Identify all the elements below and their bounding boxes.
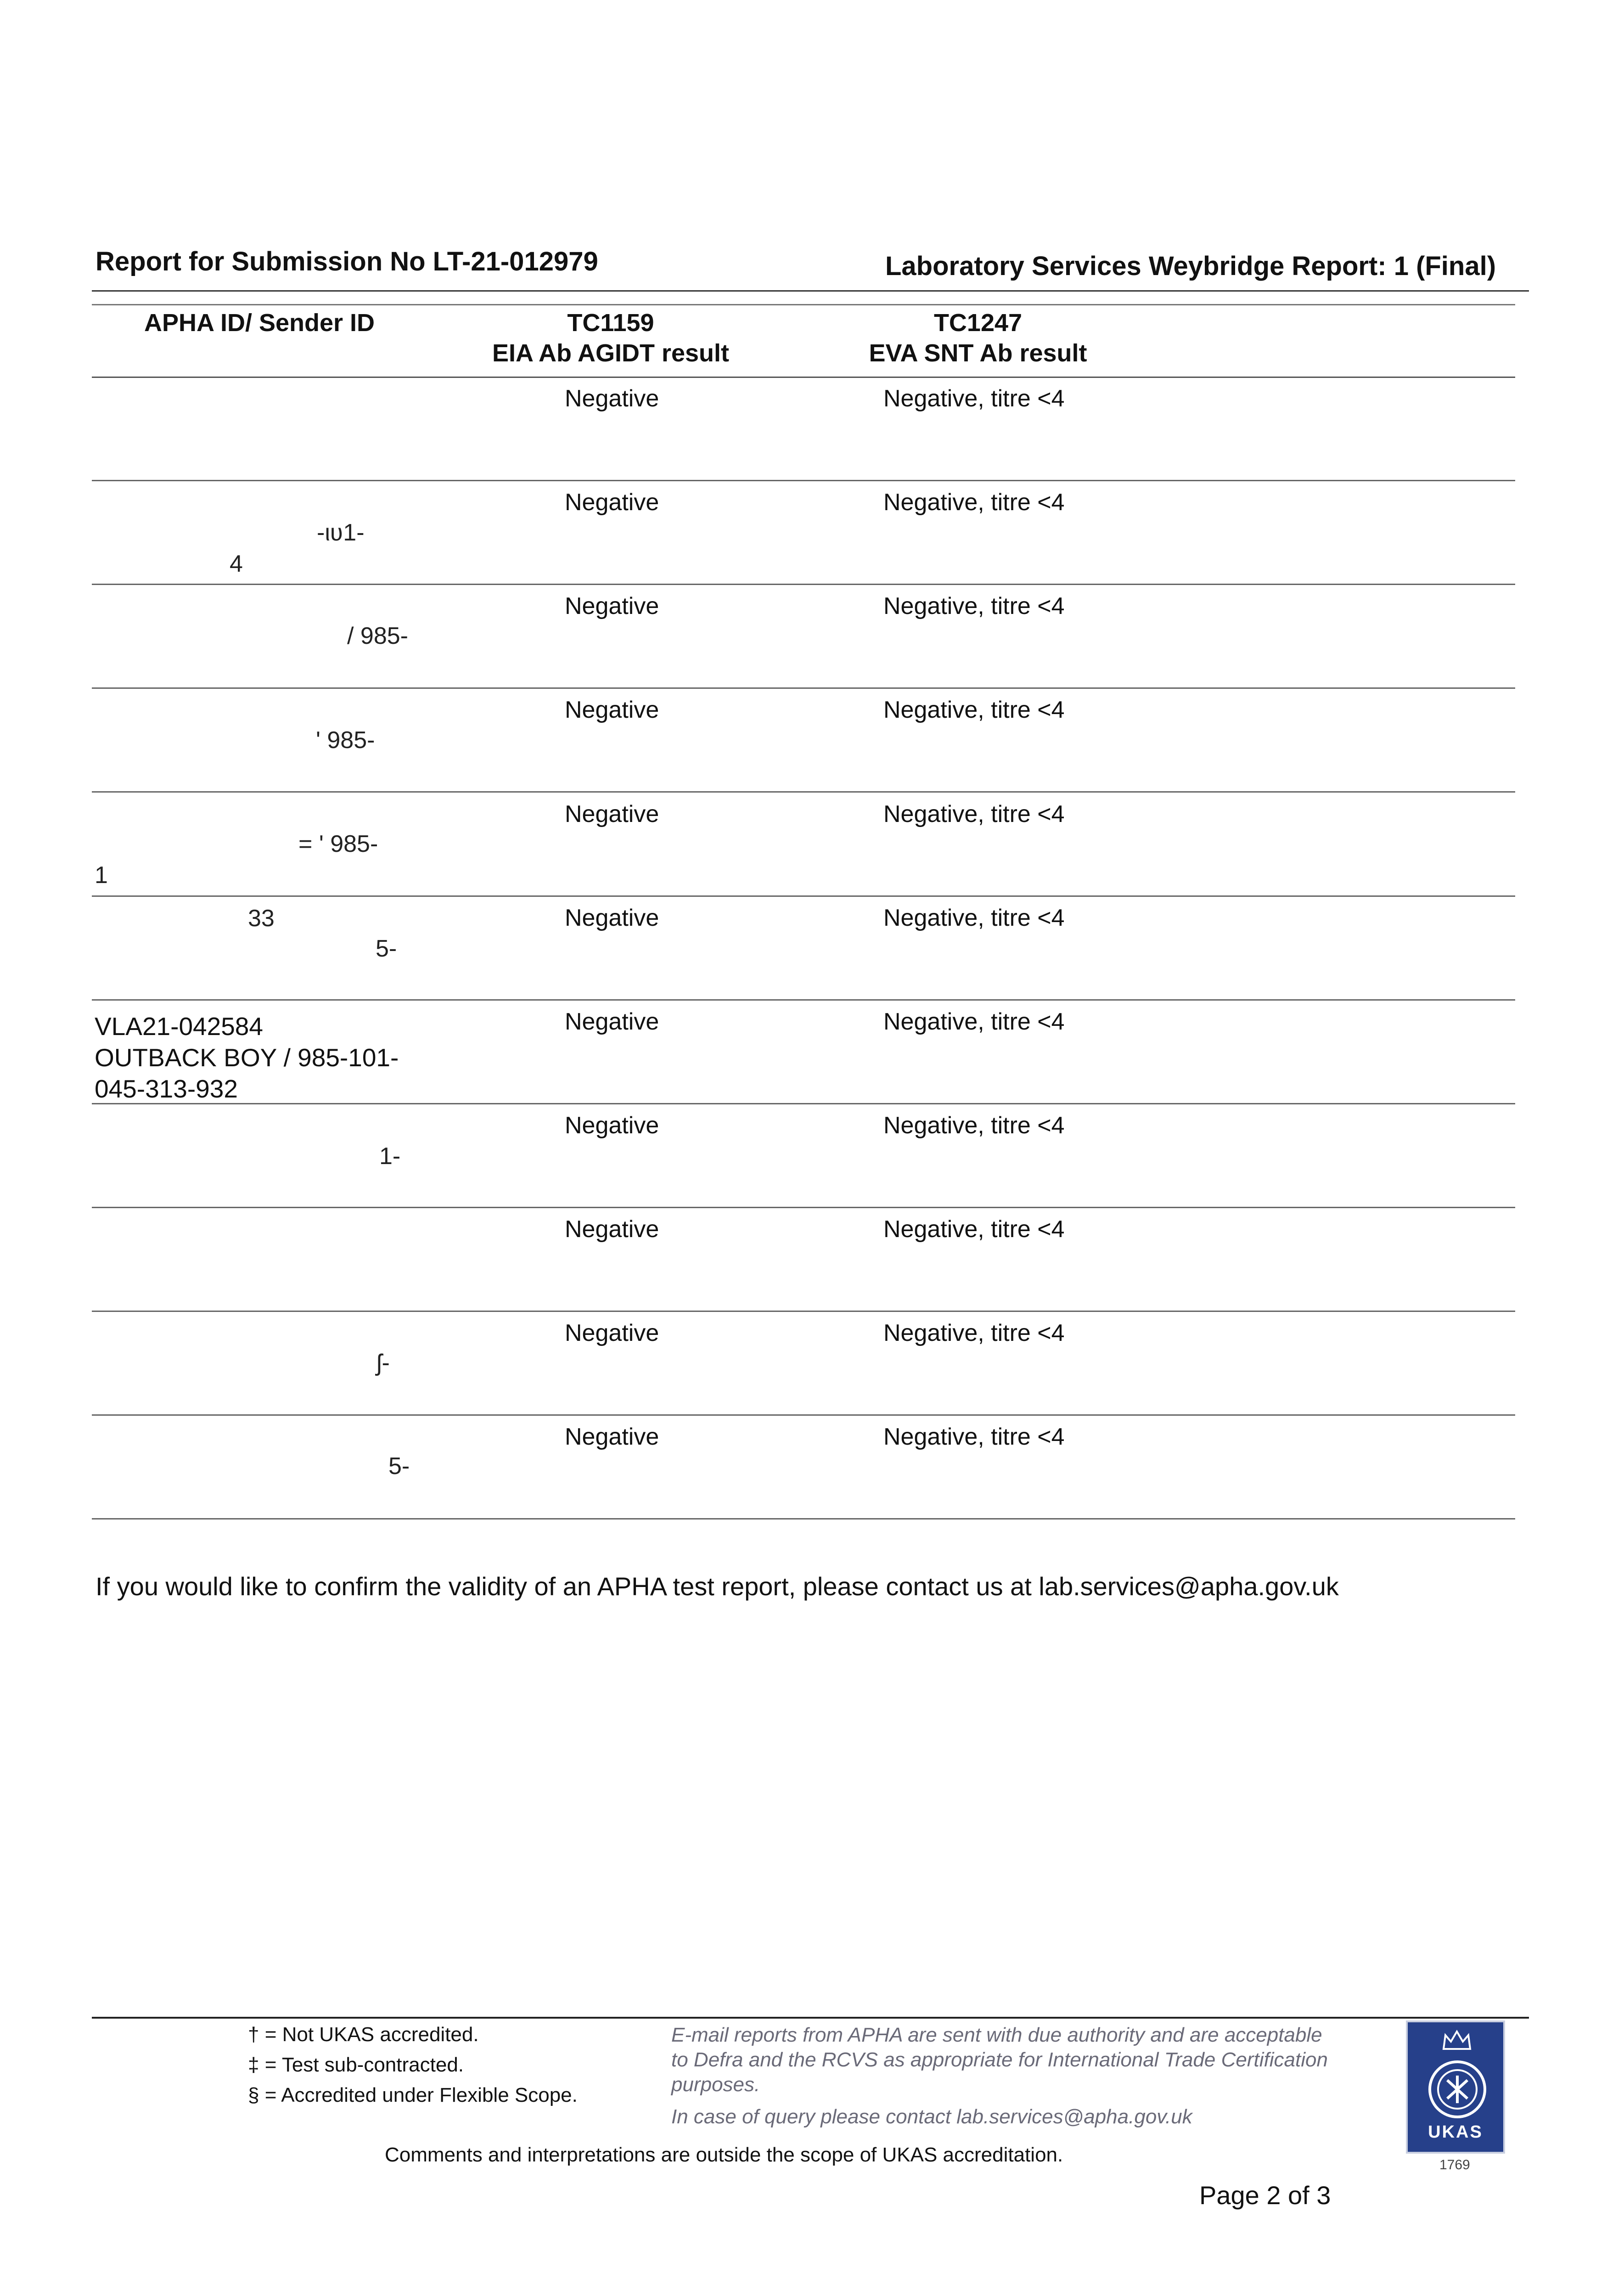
eva-result: Negative, titre <4: [883, 1112, 1065, 1139]
accreditation-legend: [248, 2020, 578, 2110]
col-header-id: [133, 308, 386, 338]
row-divider: [92, 1518, 1515, 1519]
submission-title: Report for Submission No LT-21-012979: [96, 247, 598, 276]
crown-icon: [1442, 2029, 1472, 2052]
legend-not-accredited: † = Not UKAS accredited.: [248, 2023, 479, 2046]
col-header-id-label: APHA ID/ Sender ID: [144, 309, 375, 337]
eva-result: Negative, titre <4: [883, 697, 1065, 723]
header-rule: [92, 290, 1529, 292]
eva-result: Negative, titre <4: [883, 593, 1065, 619]
contact-note: If you would like to confirm the validity of an APHA test report, please contact us at lab.services@apha.gov.uk: [96, 1572, 1339, 1601]
eia-result: Negative: [565, 593, 659, 619]
eva-result: Negative, titre <4: [883, 1008, 1065, 1035]
eva-result: Negative, titre <4: [883, 801, 1065, 827]
eia-result: Negative: [565, 489, 659, 516]
id-fragment: / 985-: [347, 623, 408, 649]
email-authority-note: E-mail reports from APHA are sent with due authority and are acceptable to Defra and the RCVS as appropriate for International Trade Certification purposes.: [671, 2024, 1328, 2096]
col-header-eia-code: TC1159: [567, 309, 654, 337]
row-divider: [92, 480, 1515, 481]
eia-result: Negative: [565, 697, 659, 723]
row-divider: [92, 791, 1515, 793]
id-fragment: ' 985-: [316, 727, 375, 754]
eia-result: Negative: [565, 1320, 659, 1346]
id-fragment: 5-: [388, 1453, 410, 1480]
ukas-label: UKAS: [1428, 2122, 1483, 2142]
scope-note: Comments and interpretations are outside the scope of UKAS accreditation.: [385, 2144, 1063, 2166]
eia-result: Negative: [565, 1112, 659, 1139]
col-header-eia: [473, 308, 748, 368]
eia-result: Negative: [565, 905, 659, 931]
eia-result: Negative: [565, 801, 659, 827]
legend-flexible-scope: § = Accredited under Flexible Scope.: [248, 2084, 578, 2106]
id-fragment: = ' 985-: [298, 831, 378, 857]
sample-id-line: VLA21-042584: [95, 1012, 263, 1041]
eia-result: Negative: [565, 1216, 659, 1243]
row-divider: [92, 999, 1515, 1001]
row-divider: [92, 1414, 1515, 1416]
column-header-rule: [92, 377, 1515, 378]
sample-id-line: 045-313-932: [95, 1075, 238, 1103]
id-fragment: 1: [95, 862, 108, 889]
row-divider: [92, 1103, 1515, 1104]
id-fragment: 1-: [379, 1143, 401, 1170]
legend-sub-contracted: ‡ = Test sub-contracted.: [248, 2054, 464, 2076]
eva-result: Negative, titre <4: [883, 905, 1065, 931]
footer-rule: [92, 2017, 1529, 2019]
lab-report-title: Laboratory Services Weybridge Report: 1 (Final): [885, 251, 1496, 281]
header-rule-2: [92, 304, 1515, 305]
row-divider: [92, 895, 1515, 897]
eva-result: Negative, titre <4: [883, 1320, 1065, 1346]
ukas-number: 1769: [1439, 2157, 1470, 2172]
eia-result: Negative: [565, 1424, 659, 1450]
id-fragment: 5-: [376, 935, 397, 962]
col-header-eva-code: TC1247: [933, 309, 1023, 337]
row-divider: [92, 1207, 1515, 1208]
eva-result: Negative, titre <4: [883, 385, 1065, 412]
col-header-eva: [840, 308, 1116, 368]
row-divider: [92, 687, 1515, 689]
ukas-logo: [1406, 2020, 1505, 2154]
page-number: Page 2 of 3: [1199, 2181, 1331, 2210]
id-fragment: 4: [230, 551, 243, 577]
col-header-eva-name: EVA SNT Ab result: [869, 339, 1087, 367]
id-fragment: 33: [248, 905, 275, 932]
row-divider: [92, 584, 1515, 585]
query-contact-note: In case of query please contact lab.services@apha.gov.uk: [671, 2105, 1192, 2128]
eva-result: Negative, titre <4: [883, 1216, 1065, 1243]
eia-result: Negative: [565, 1008, 659, 1035]
eva-result: Negative, titre <4: [883, 1424, 1065, 1450]
id-fragment: -ιʋ1-: [317, 519, 365, 546]
eia-result: Negative: [565, 385, 659, 412]
sample-id-line: OUTBACK BOY / 985-101-: [95, 1043, 399, 1072]
ukas-emblem-icon: [1425, 2057, 1489, 2122]
col-header-eia-name: EIA Ab AGIDT result: [492, 339, 730, 367]
id-fragment: ʃ-: [376, 1350, 390, 1376]
row-divider: [92, 1311, 1515, 1312]
eva-result: Negative, titre <4: [883, 489, 1065, 516]
